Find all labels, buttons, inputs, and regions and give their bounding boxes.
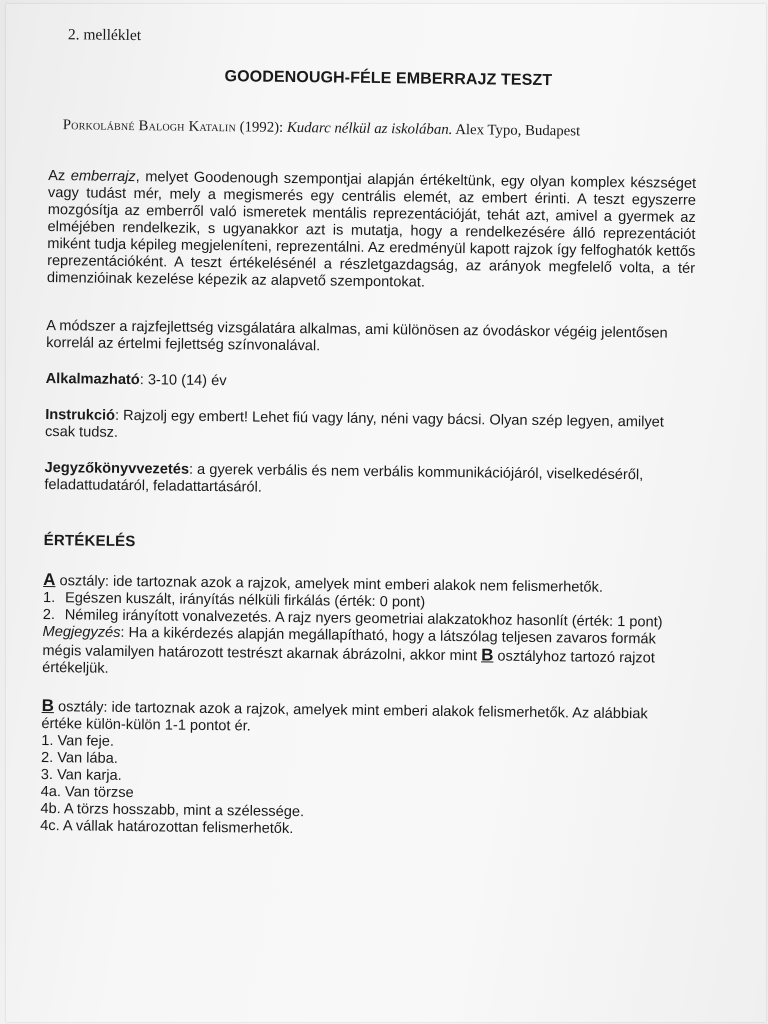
instruction-paragraph (45, 407, 693, 449)
list-item: 4c. A vállak határozottan felismerhetők. (40, 817, 294, 838)
class-b-list (40, 733, 689, 843)
class-b-letter: B (41, 695, 55, 716)
protocol-label: Jegyzőkönyvvezetés (44, 459, 190, 478)
applicable-paragraph (46, 371, 694, 396)
document-sheet (6, 4, 766, 1022)
applicable-value: : 3-10 (14) év (139, 372, 227, 390)
class-a-letter: A (43, 569, 56, 590)
class-b-text: osztály: ide tartoznak azok a rajzok, amelyek mint emberi alakok felismerhetők. Az alábbiak értéke külön-külön 1-1 pontot ér. (41, 699, 648, 735)
list-item-number: 1. (42, 589, 56, 607)
document-content (40, 26, 698, 843)
citation-book-title: Kudarc nélkül az iskolában. (286, 119, 453, 138)
instruction-label: Instrukció (45, 406, 116, 424)
note-class-letter: B (481, 645, 494, 665)
note-text: : Ha a kikérdezés alapján megállapítható, hogy a látszólag teljesen zavaros formák mégis valamilyen határozott testrészt akarnak ábrázolni, akkor mint (42, 624, 656, 665)
class-a-note (42, 624, 691, 685)
intro-paragraph (47, 168, 696, 295)
list-item-text: Egészen kuszált, irányítás nélküli firkálás (érték: 0 pont) (64, 590, 426, 611)
list-item: 2. Van lába. (40, 749, 118, 767)
protocol-text: : a gyerek verbális és nem verbális kommunikációjáról, viselkedéséről, feladattudatáról, feladattartásáról. (44, 461, 644, 496)
class-a-section (42, 571, 691, 685)
list-item: 4a. Van törzse (40, 783, 134, 802)
intro-part1: Az (48, 167, 71, 185)
list-item-number: 2. (42, 606, 56, 624)
method-paragraph: A módszer a rajzfejlettség vizsgálatára alkalmas, ami különösen az óvodáskor végéig jelentősen korrelál az értelmi fejlettség színvonalával. (46, 317, 668, 355)
citation-author: Porkolábné Balogh Katalin (62, 117, 237, 136)
citation-publisher: Alex Typo, Budapest (452, 121, 581, 140)
protocol-paragraph (44, 460, 692, 502)
note-label: Megjegyzés (42, 623, 121, 641)
citation-year: (1992): (235, 119, 287, 136)
evaluation-heading: ÉRTÉKELÉS (43, 531, 136, 551)
instruction-text: : Rajzolj egy embert! Lehet fiú vagy lány, néni vagy bácsi. Olyan szép legyen, amilyet csak tudsz. (44, 407, 664, 441)
list-item: 4b. A törzs hosszabb, mint a szélessége. (40, 800, 305, 821)
intro-part2: , melyet Goodenough szempontjai alapján értékeltünk, egy olyan komplex készséget vagy tudást mér, mely a megismerés egy centrális elemét, az embert érinti. A teszt egyszerre mozgósítja az emberről való ismeretek mentális reprezentációját, tehát azt, amivel a gyermek az elméjében rendelkezik, s ugyanakkor azt is mutatja, hogy a rendelkezésére álló reprezentációt miként tudja képileg megjeleníteni, reprezentálni. Az eredményül kapott rajzok így felfoghatók kettős reprezentációként. A teszt értékelésénél a részletgazdagság, az arányok megfelelő volta, a tér dimenzióinak kezelése képezik az alapvető szempontokat. (46, 169, 697, 291)
class-b-section (40, 697, 690, 843)
note-end: osztályhoz tartozó rajzot értékeljük. (42, 648, 655, 677)
list-item: 3. Van karja. (40, 766, 122, 784)
applicable-label: Alkalmazható (45, 370, 140, 389)
list-item-text: Némileg irányított vonalvezetés. A rajz nyers geometriai alakzatokhoz hasonlít (érték: 1 pont) (64, 607, 663, 631)
attachment-label: 2. melléklet (67, 26, 142, 45)
document-title: GOODENOUGH-FÉLE EMBERRAJZ TESZT (224, 68, 553, 90)
citation (63, 117, 697, 142)
intro-term: emberrajz (70, 168, 136, 186)
class-a-text: osztály: ide tartoznak azok a rajzok, amelyek mint emberi alakok nem felismerhetők. (55, 573, 604, 596)
list-item: 1. Van feje. (41, 732, 115, 750)
